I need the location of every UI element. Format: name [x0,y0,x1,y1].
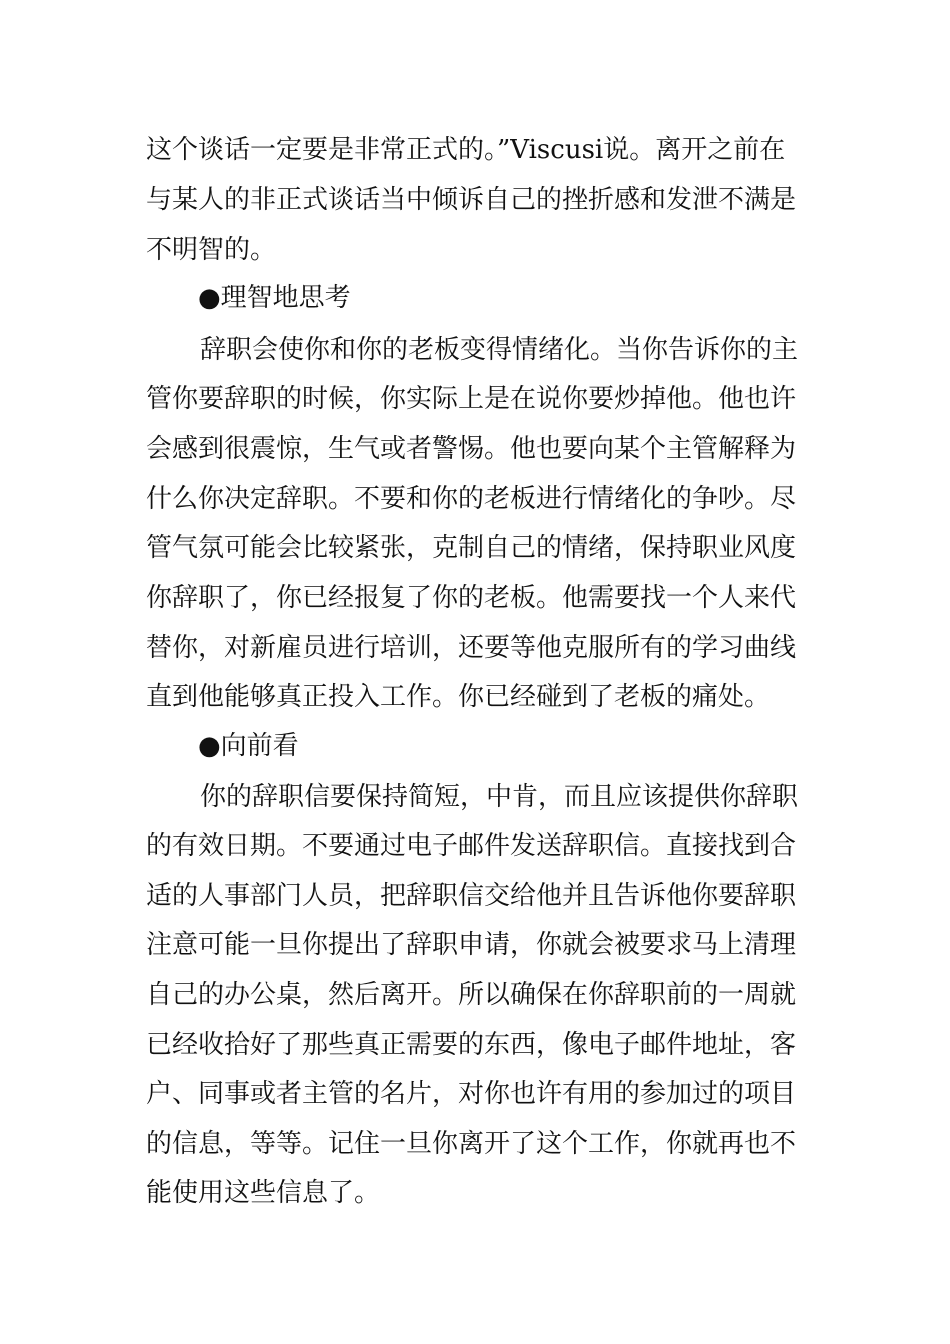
paragraph-line: 会感到很震惊，生气或者警惕。他也要向某个主管解释为 [146,434,797,464]
paragraph-line: 适的人事部门人员，把辞职信交给他并且告诉他你要辞职 [146,881,797,911]
paragraph-line: 你辞职了，你已经报复了你的老板。他需要找一个人来代 [146,583,797,613]
section-heading: ●理智地思考 [198,283,351,313]
paragraph-line: 已经收拾好了那些真正需要的东西，像电子邮件地址，客 [146,1030,797,1060]
paragraph-line: 直到他能够真正投入工作。你已经碰到了老板的痛处。 [146,682,771,712]
paragraph-line: 替你，对新雇员进行培训，还要等他克服所有的学习曲线 [146,633,797,663]
paragraph-line: 管气氛可能会比较紧张，克制自己的情绪，保持职业风度 [146,533,797,563]
paragraph-line: 的有效日期。不要通过电子邮件发送辞职信。直接找到合 [146,831,797,861]
section-heading: ●向前看 [198,731,299,761]
paragraph-line: 什么你决定辞职。不要和你的老板进行情绪化的争吵。尽 [146,484,797,514]
paragraph-line: 不明智的。 [146,235,277,265]
paragraph-line: 自己的办公桌，然后离开。所以确保在你辞职前的一周就 [146,980,797,1010]
paragraph-line: 管你要辞职的时候，你实际上是在说你要炒掉他。他也许 [146,384,797,414]
paragraph-line: 你的辞职信要保持简短，中肯，而且应该提供你辞职 [200,782,799,812]
paragraph-line: 与某人的非正式谈话当中倾诉自己的挫折感和发泄不满是 [146,185,797,215]
paragraph-line: 户、同事或者主管的名片，对你也许有用的参加过的项目 [146,1079,797,1109]
paragraph-line: 注意可能一旦你提出了辞职申请，你就会被要求马上清理 [146,930,797,960]
paragraph-line: 这个谈话一定要是非常正式的。”Viscusi说。离开之前在 [146,135,786,165]
paragraph-line: 辞职会使你和你的老板变得情绪化。当你告诉你的主 [200,335,799,365]
paragraph-line: 能使用这些信息了。 [146,1178,381,1208]
paragraph-line: 的信息，等等。记住一旦你离开了这个工作，你就再也不 [146,1129,797,1159]
